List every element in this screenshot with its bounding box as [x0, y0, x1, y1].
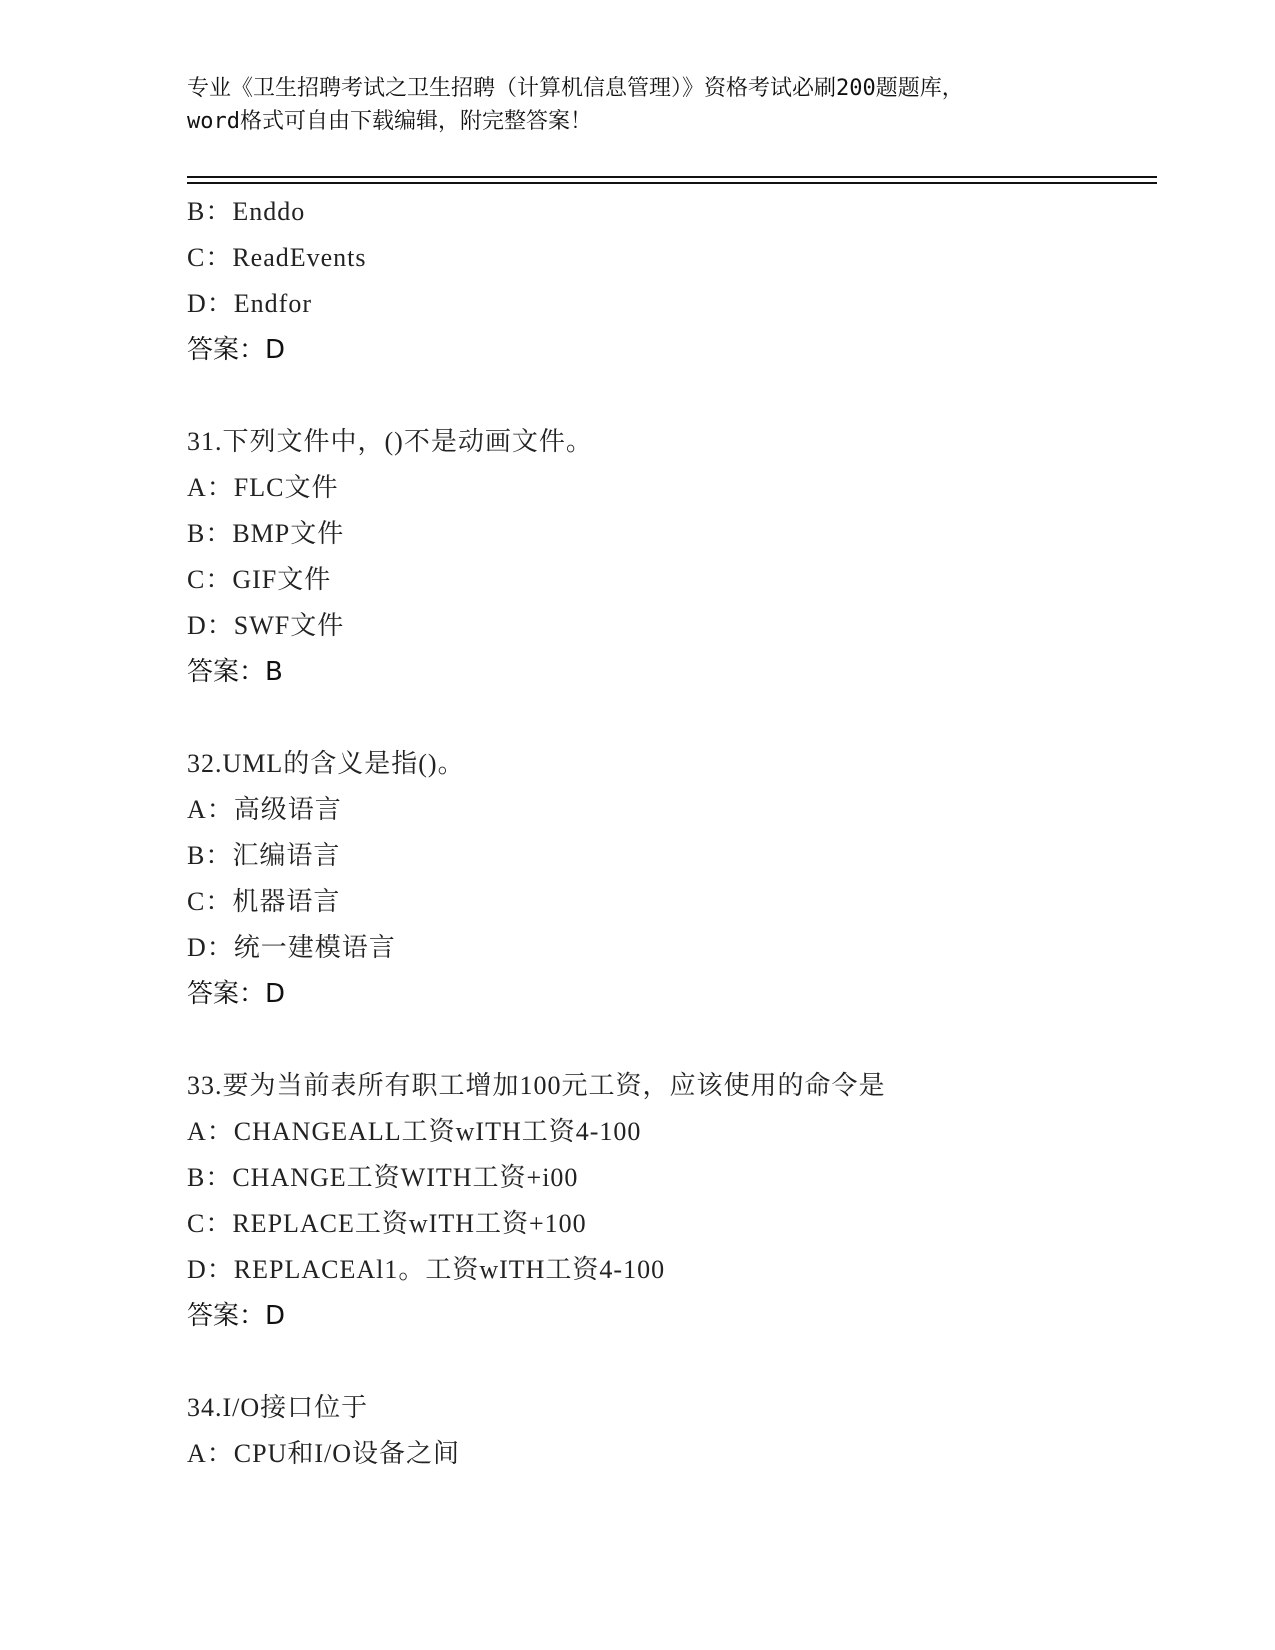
option-d: D：REPLACEAl1。工资wITH工资4-100 — [187, 1255, 666, 1284]
header-line-2: word格式可自由下载编辑，附完整答案！ — [187, 109, 592, 134]
divider-line-bottom — [187, 182, 1157, 184]
option-b: B：汇编语言 — [187, 841, 341, 870]
option-b: B：CHANGE工资WITH工资+i00 — [187, 1163, 579, 1192]
spacer — [187, 1339, 1167, 1385]
header-divider — [187, 176, 1157, 184]
option-b: B：Enddo — [187, 197, 306, 226]
spacer — [187, 1017, 1167, 1063]
option-a: A：CPU和I/O设备之间 — [187, 1439, 461, 1468]
answer-line: 答案：D — [187, 979, 286, 1009]
question-text: 34.I/O接口位于 — [187, 1393, 369, 1422]
document-header — [187, 72, 1087, 138]
option-c: C：REPLACE工资wITH工资+100 — [187, 1209, 587, 1238]
question-block-30 — [187, 189, 1167, 373]
answer-line: 答案：D — [187, 335, 286, 365]
question-text: 33.要为当前表所有职工增加100元工资，应该使用的命令是 — [187, 1071, 886, 1100]
question-text: 32.UML的含义是指()。 — [187, 749, 465, 778]
option-a: A：高级语言 — [187, 795, 342, 824]
option-d: D：SWF文件 — [187, 611, 345, 640]
answer-line: 答案：D — [187, 1301, 286, 1331]
question-text: 31.下列文件中，()不是动画文件。 — [187, 427, 593, 456]
spacer — [187, 695, 1167, 741]
question-block-33 — [187, 1063, 1167, 1339]
option-a: A：CHANGEALL工资wITH工资4-100 — [187, 1117, 642, 1146]
header-line-1: 专业《卫生招聘考试之卫生招聘（计算机信息管理）》资格考试必刷200题题库， — [187, 76, 964, 101]
option-a: A：FLC文件 — [187, 473, 339, 502]
spacer — [187, 373, 1167, 419]
option-c: C：ReadEvents — [187, 243, 367, 272]
option-d: D：统一建模语言 — [187, 933, 396, 962]
answer-line: 答案：B — [187, 657, 283, 687]
option-b: B：BMP文件 — [187, 519, 345, 548]
question-block-32 — [187, 741, 1167, 1017]
option-d: D：Endfor — [187, 289, 312, 318]
option-c: C：GIF文件 — [187, 565, 332, 594]
document-body — [187, 189, 1167, 1477]
question-block-31 — [187, 419, 1167, 695]
option-c: C：机器语言 — [187, 887, 341, 916]
question-block-34 — [187, 1385, 1167, 1477]
divider-line-top — [187, 176, 1157, 178]
